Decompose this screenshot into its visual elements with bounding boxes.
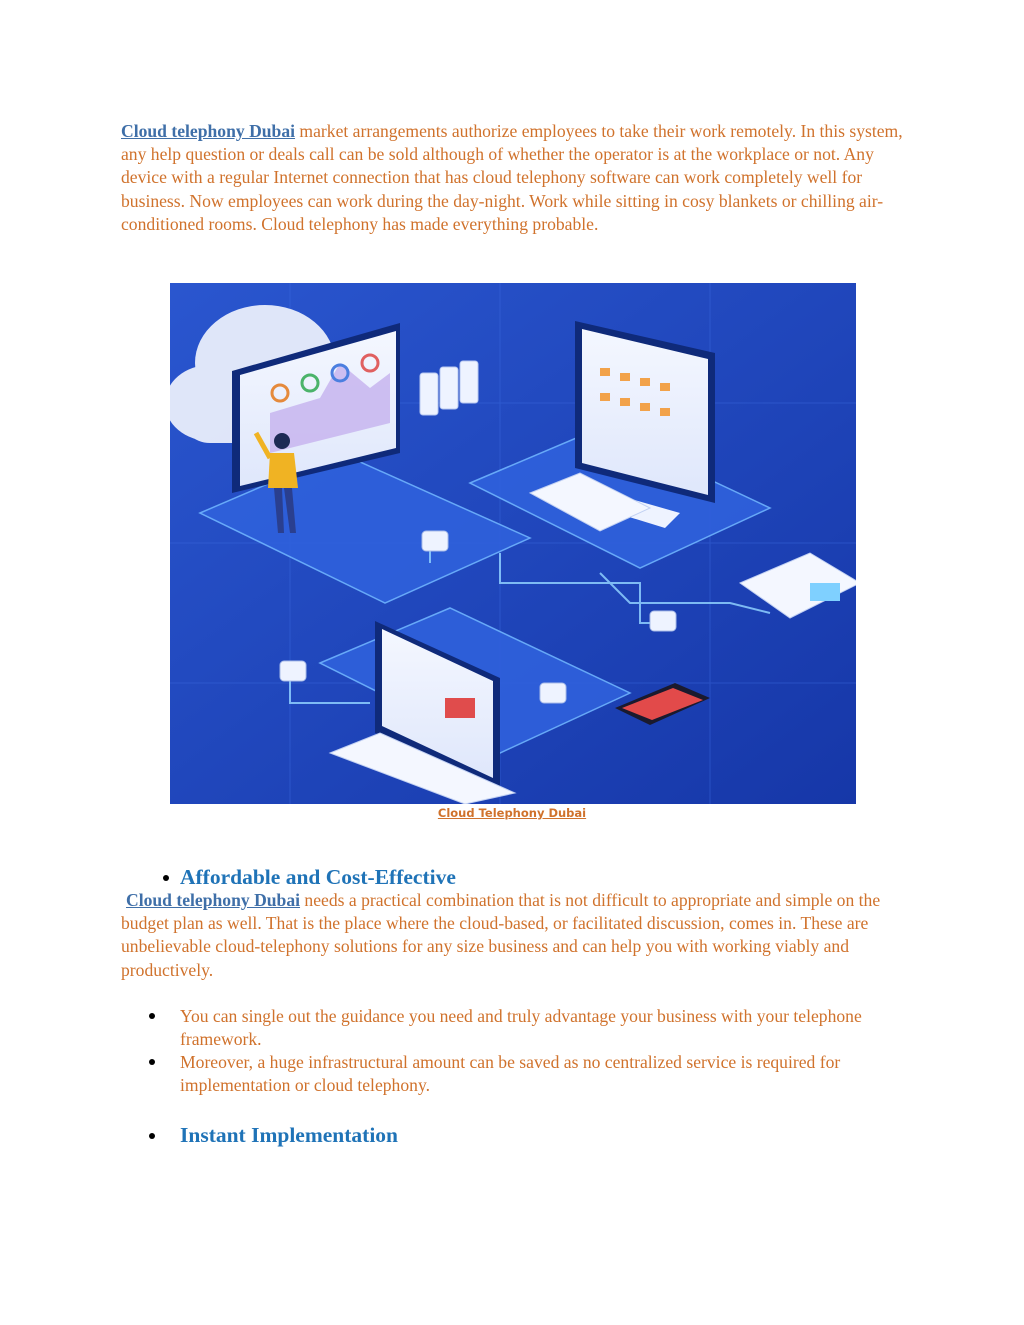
bullet-icon <box>163 875 169 881</box>
cloud-telephony-illustration <box>170 283 856 804</box>
figure-caption[interactable]: Cloud Telephony Dubai <box>437 806 587 820</box>
list-item: Moreover, a huge infrastructural amount can be saved as no centralized service is required for implementation or cloud telephony. <box>180 1052 841 1095</box>
section-heading-instant: Instant Implementation <box>180 1123 399 1147</box>
bullet-icon <box>149 1013 155 1019</box>
section1-text: needs a practical combination that is not difficult to appropriate and simple on the budget plan as well. That is the place where the cloud-based, or facilitated discussion, comes in. These are unbelievable cloud-telephony solutions for any size business and can help you with working viably and productively. <box>121 890 881 980</box>
section1-paragraph <box>121 889 911 982</box>
bullet-icon <box>149 1059 155 1065</box>
bullet-icon <box>149 1133 155 1139</box>
list-item: You can single out the guidance you need and truly advantage your business with your telephone framework. <box>180 1006 862 1049</box>
intro-link[interactable]: Cloud telephony Dubai <box>121 121 296 141</box>
section1-link[interactable]: Cloud telephony Dubai <box>126 890 301 910</box>
intro-paragraph <box>121 120 911 236</box>
intro-text: market arrangements authorize employees to take their work remotely. In this system, any help question or deals call can be sold although of whether the operator is at the workplace or not. Any device with a regular Internet connection that has cloud telephony software can work completely well for business. Now employees can work during the day-night. Work while sitting in cosy blankets or chilling air-conditioned rooms. Cloud telephony has made everything probable. <box>121 121 903 234</box>
section-heading-affordable: Affordable and Cost-Effective <box>180 865 456 889</box>
illustration-svg <box>170 283 856 804</box>
